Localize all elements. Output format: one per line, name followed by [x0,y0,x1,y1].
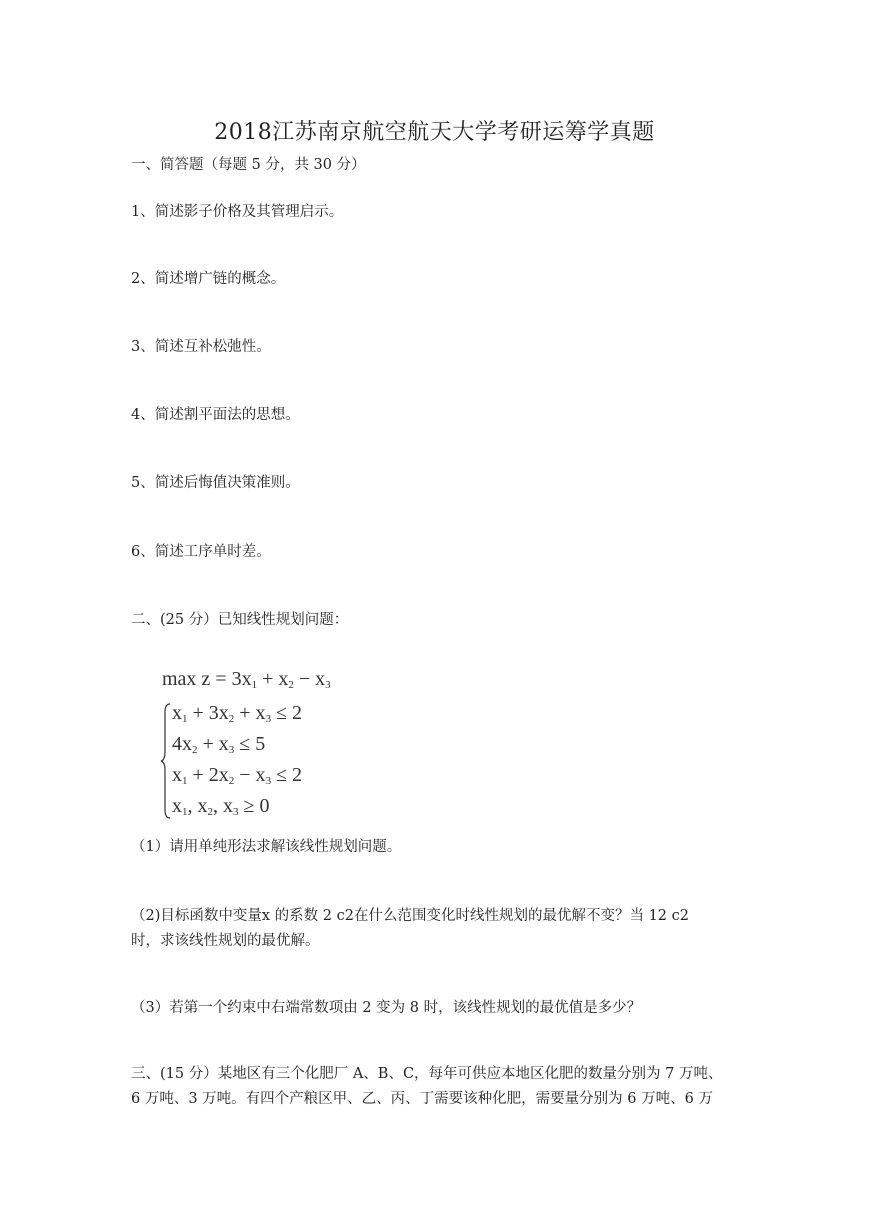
question-4: 4、简述割平面法的思想。 [131,407,300,423]
question-5: 5、简述后悔值决策准则。 [131,475,300,491]
part-2-line-2: 时，求该线性规划的最优解。 [131,933,320,949]
constraint-1: $x_1 + 3x_2 + x_3 \le 2$ [172,702,303,725]
section-3-line-1: 三、(15 分）某地区有三个化肥厂 A、B、C，每年可供应本地区化肥的数量分别为 7 万吨、 [131,1066,723,1082]
section-2-heading: 二、(25 分）已知线性规划问题： [131,612,349,628]
section-1-heading: 一、简答题（每题 5 分，共 30 分） [131,157,366,173]
constraint-brace [160,702,172,820]
constraint-3: $x_1 + 2x_2 - x_3 \le 2$ [172,764,303,787]
linear-program-formula [158,664,418,824]
part-2-line-1: （2)目标函数中变量x 的系数 2 c2在什么范围变化时线性规划的最优解不变？当 12 c2 [131,908,689,924]
question-3: 3、简述互补松弛性。 [131,339,271,355]
part-1: （1）请用单纯形法求解该线性规划问题。 [131,839,402,855]
section-3-line-2: 6 万吨、3 万吨。有四个产粮区甲、乙、丙、丁需要该种化肥，需要量分别为 6 万吨、6 万 [131,1091,713,1107]
constraint-2: $4x_2 + x_3 \le 5$ [172,733,266,756]
part-3: （3）若第一个约束中右端常数项由 2 变为 8 时，该线性规划的最优值是多少？ [131,1000,642,1016]
page-title: 2018江苏南京航空航天大学考研运筹学真题 [214,120,655,145]
question-6: 6、简述工序单时差。 [131,544,271,560]
objective-function: $\max z = 3x_1 + x_2 - x_3$ [162,668,331,691]
question-2: 2、简述增广链的概念。 [131,271,286,287]
question-1: 1、简述影子价格及其管理启示。 [131,204,344,220]
nonnegativity-constraint: $x_1$, $x_2$, $x_3 \ge 0$ [172,795,270,818]
